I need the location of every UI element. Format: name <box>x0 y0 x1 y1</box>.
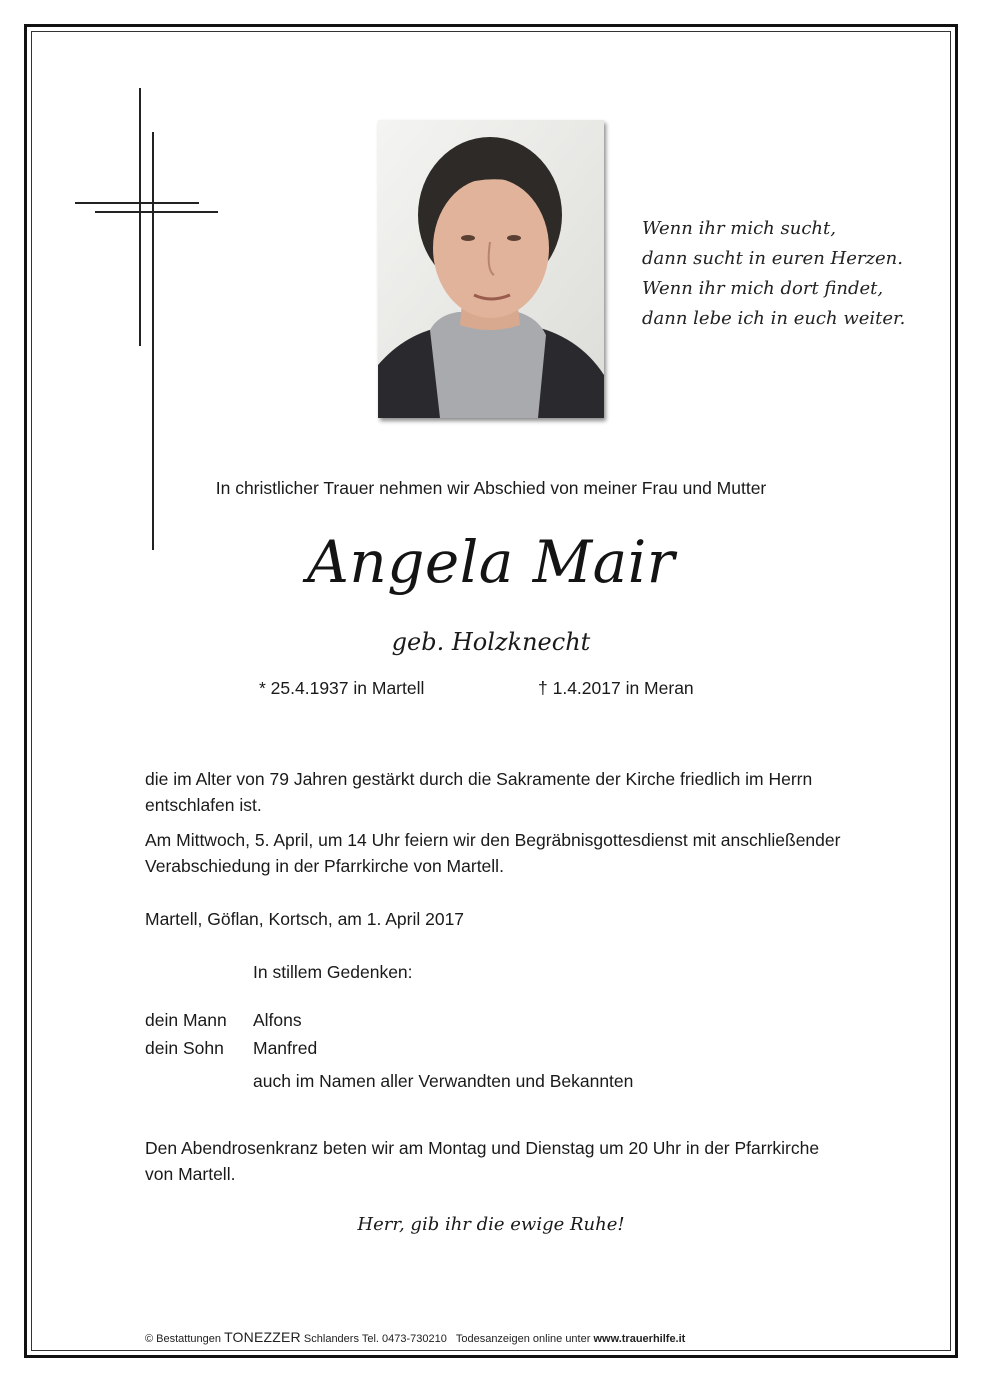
footer-tel-label: Tel. <box>361 1333 379 1345</box>
intro-text: In christlicher Trauer nehmen wir Abschied von meiner Frau und Mutter <box>215 478 767 498</box>
paragraph-line: Am Mittwoch, 5. April, um 14 Uhr feiern wir den Begräbnisgottesdienst mit anschließender <box>145 830 841 850</box>
poem-line: dann sucht in euren Herzen. <box>642 248 903 269</box>
mourner-relation: dein Mann <box>145 1010 227 1030</box>
mourner-name: Manfred <box>253 1038 318 1058</box>
paragraph-2 <box>145 827 845 879</box>
paragraph-line: Den Abendrosenkranz beten wir am Montag und Dienstag um 20 Uhr in der Pfarrkirche <box>145 1138 820 1158</box>
poem-line: Wenn ihr mich dort findet, <box>642 278 884 299</box>
mourner-name: Alfons <box>253 1010 302 1030</box>
footer-city: Schlanders <box>303 1333 359 1345</box>
maiden-name: geb. Holzknecht <box>391 628 591 656</box>
paragraph-line: entschlafen ist. <box>145 795 262 815</box>
birth-date: * 25.4.1937 in Martell <box>259 678 425 698</box>
footer <box>145 1329 685 1347</box>
footer-url[interactable]: www.trauerhilfe.it <box>593 1333 686 1345</box>
relatives-text: auch im Namen aller Verwandten und Bekannten <box>253 1071 634 1091</box>
poem-line: dann lebe ich in euch weiter. <box>642 308 906 329</box>
paragraph-line: die im Alter von 79 Jahren gestärkt durch die Sakramente der Kirche friedlich im Herrn <box>145 769 813 789</box>
portrait-photo <box>378 120 604 418</box>
poem-line: Wenn ihr mich sucht, <box>642 218 836 239</box>
place-date: Martell, Göflan, Kortsch, am 1. April 2017 <box>145 909 465 929</box>
footer-online-text: Todesanzeigen online unter <box>455 1333 591 1345</box>
mourner-relation: dein Sohn <box>145 1038 224 1058</box>
paragraph-line: Verabschiedung in der Pfarrkirche von Martell. <box>145 856 504 876</box>
paragraph-line: von Martell. <box>145 1164 236 1184</box>
paragraph-1 <box>145 766 845 818</box>
footer-brand: TONEZZER <box>224 1329 301 1345</box>
footer-tel: 0473-730210 <box>382 1333 447 1345</box>
poem <box>642 214 942 334</box>
in-memory-heading: In stillem Gedenken: <box>253 962 413 982</box>
closing-prayer: Herr, gib ihr die ewige Ruhe! <box>357 1214 625 1235</box>
rosary-paragraph <box>145 1135 845 1187</box>
deceased-name: Angela Mair <box>307 528 675 596</box>
death-date: † 1.4.2017 in Meran <box>538 678 694 698</box>
footer-prefix: © Bestattungen <box>145 1333 221 1345</box>
